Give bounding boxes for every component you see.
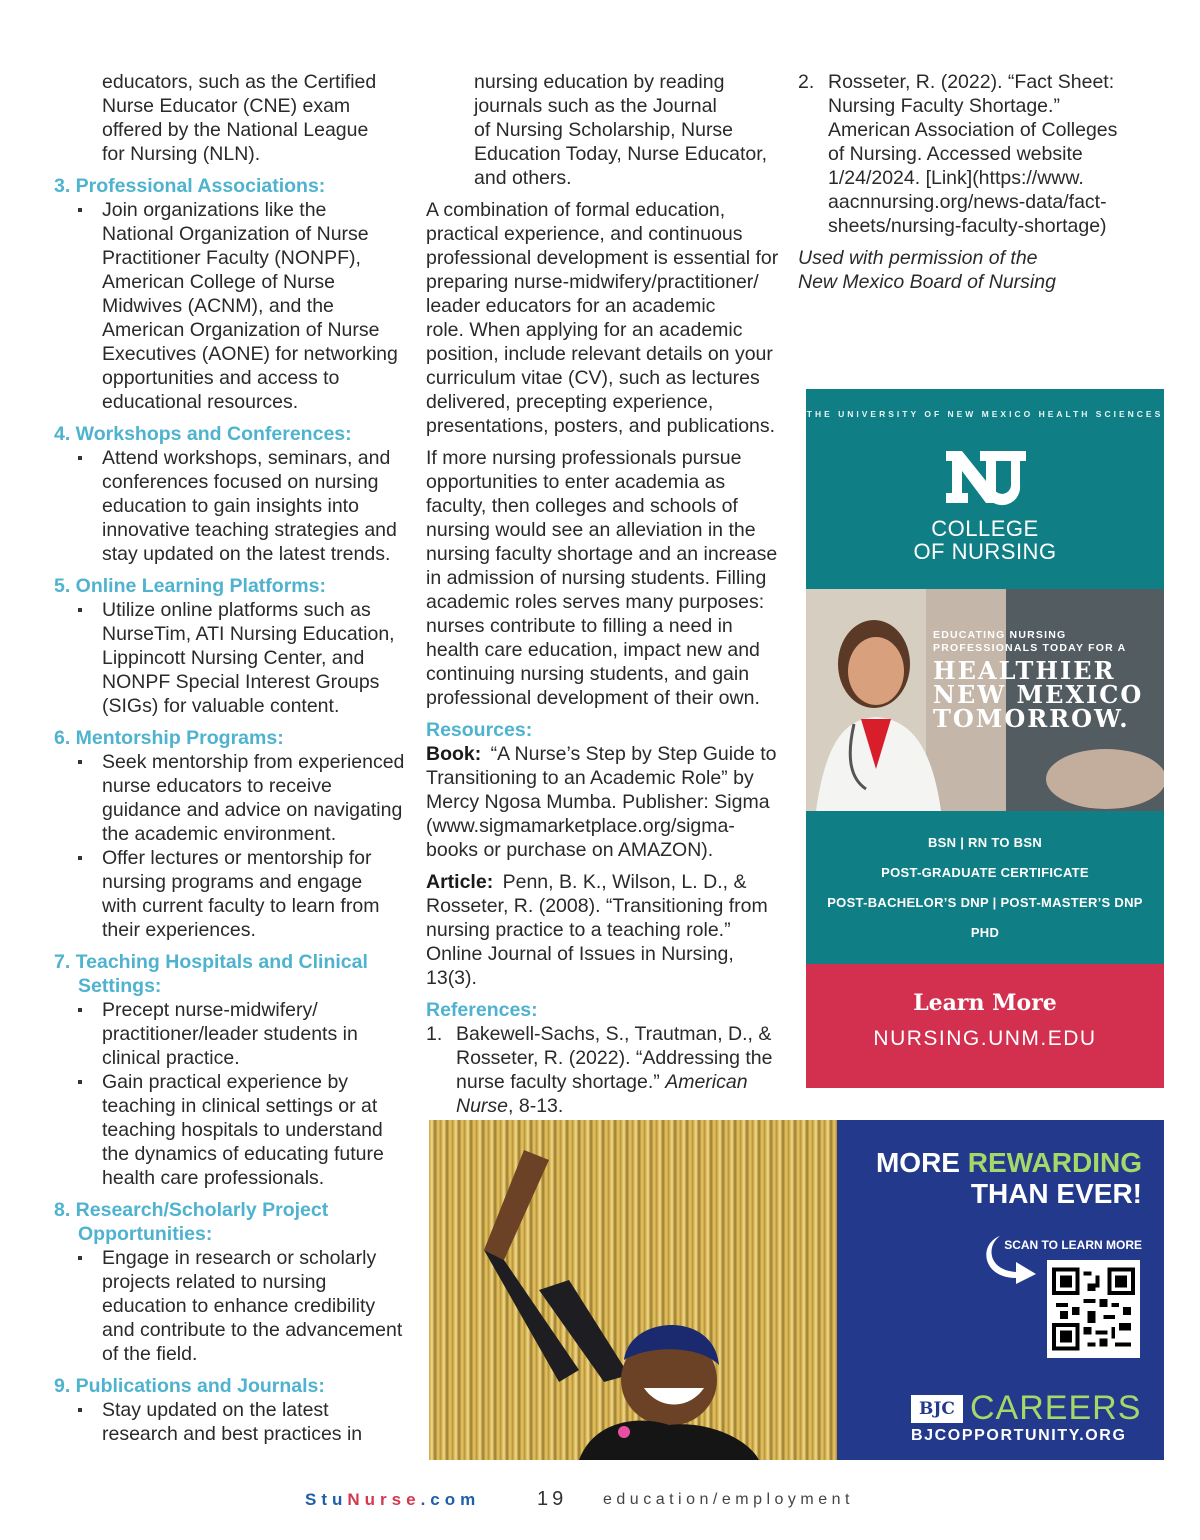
bullet-list xyxy=(54,1246,409,1366)
text-line: Online Journal of Issues in Nursing, 13(3). xyxy=(426,943,734,989)
text-line: in admission of nursing students. Filling xyxy=(426,567,767,589)
text-line: preparing nurse-midwifery/practitioner/ xyxy=(426,271,759,293)
section-heading xyxy=(54,174,409,198)
text-line: Midwives (ACNM), and the xyxy=(102,295,334,317)
learn-more-label[interactable]: Learn More xyxy=(913,990,1057,1016)
column-3 xyxy=(798,70,1138,294)
text-line: Mercy Ngosa Mumba. Publisher: Sigma xyxy=(426,791,770,813)
text-line: stay updated on the latest trends. xyxy=(102,543,391,565)
page-footer xyxy=(0,1488,1200,1512)
text-line: education to gain insights into xyxy=(102,495,359,517)
list-item xyxy=(54,998,409,1070)
section-heading xyxy=(54,574,409,598)
text-line: American College of Nurse xyxy=(102,271,336,293)
text-line: Executives (AONE) for networking xyxy=(102,343,398,365)
text-line: A combination of formal education, xyxy=(426,199,726,221)
text-line: “A Nurse’s Step by Step Guide to xyxy=(490,743,777,765)
text-line: clinical practice. xyxy=(102,1047,240,1069)
page-number: 19 xyxy=(537,1488,568,1510)
text-line: faculty, then colleges and schools of xyxy=(426,495,738,517)
text-line: Nursing Faculty Shortage.” xyxy=(828,95,1060,117)
ref1-journal-2: Nurse xyxy=(456,1095,509,1117)
tagline-line: PROFESSIONALS TODAY FOR A xyxy=(933,642,1127,654)
text-line: health care professionals. xyxy=(102,1167,325,1189)
text-line: nursing faculty shortage and an increase xyxy=(426,543,778,565)
text-line: nursing programs and engage xyxy=(102,871,363,893)
text-line: nursing education by reading xyxy=(474,71,725,93)
reference-item xyxy=(798,70,1138,238)
text-line: for Nursing (NLN). xyxy=(102,143,261,165)
unm-logo-icon xyxy=(940,447,1032,507)
text-line: Practitioner Faculty (NONPF), xyxy=(102,247,361,269)
text-line: and contribute to the advancement xyxy=(102,1319,403,1341)
qr-code-icon[interactable] xyxy=(1047,1260,1140,1358)
article-label: Article: xyxy=(426,871,494,893)
col1-lead xyxy=(54,70,409,166)
book-label: Book: xyxy=(426,743,482,765)
text-line: If more nursing professionals pursue xyxy=(426,447,742,469)
text-line: curriculum vitae (CV), such as lectures xyxy=(426,367,760,389)
heading-text: 8. Research/Scholarly Project xyxy=(54,1199,329,1221)
text-line: NONPF Special Interest Groups xyxy=(102,671,380,693)
text-line: offered by the National League xyxy=(102,119,369,141)
heading-text: 6. Mentorship Programs: xyxy=(54,727,284,749)
headline-part: MORE xyxy=(875,1147,968,1178)
programs-list xyxy=(806,811,1164,964)
text-line: Offer lectures or mentorship for xyxy=(102,847,372,869)
text-line: guidance and advice on navigating xyxy=(102,799,403,821)
text-line: Bakewell-Sachs, S., Trautman, D., & xyxy=(456,1023,772,1045)
nurse-photo xyxy=(806,589,1164,811)
references-list xyxy=(426,1022,781,1118)
text-line: Education Today, Nurse Educator, xyxy=(474,143,768,165)
text-line: Penn, B. K., Wilson, L. D., & xyxy=(502,871,747,893)
list-item xyxy=(54,1070,409,1190)
college-line: OF NURSING xyxy=(913,539,1057,564)
section-heading xyxy=(54,1198,409,1246)
text-line: journals such as the Journal xyxy=(474,95,717,117)
text-line: American Association of Colleges xyxy=(828,119,1118,141)
tagline-big xyxy=(933,656,1163,733)
text-line: Seek mentorship from experienced xyxy=(102,751,405,773)
permission-note xyxy=(798,246,1138,294)
university-name: THE UNIVERSITY OF NEW MEXICO HEALTH SCIENCES xyxy=(806,409,1164,419)
text-line: Utilize online platforms such as xyxy=(102,599,371,621)
text-line: Lippincott Nursing Center, and xyxy=(102,647,365,669)
text-line: leader educators for an academic xyxy=(426,295,716,317)
paragraph-academia xyxy=(426,446,781,710)
text-line: nursing would see an alleviation in the xyxy=(426,519,756,541)
reference-item xyxy=(426,1022,781,1118)
text-line: educators, such as the Certified xyxy=(102,71,377,93)
bjc-advertisement[interactable] xyxy=(429,1120,1164,1460)
text-line: Nurse Educator (CNE) exam xyxy=(102,95,351,117)
person-illustration xyxy=(429,1120,837,1460)
text-line: sheets/nursing-faculty-shortage) xyxy=(828,215,1107,237)
tagline-small xyxy=(933,629,1158,655)
brand-part: .com xyxy=(420,1490,481,1509)
text-line: Precept nurse-midwifery/ xyxy=(102,999,318,1021)
text-line: their experiences. xyxy=(102,919,256,941)
text-line: practitioner/leader students in xyxy=(102,1023,358,1045)
text-line: Used with permission of the xyxy=(798,247,1038,269)
celebration-photo xyxy=(429,1120,837,1460)
learn-more-cta[interactable] xyxy=(806,964,1164,1088)
text-line: position, include relevant details on your xyxy=(426,343,773,365)
college-of-nursing xyxy=(806,517,1164,563)
text-line: of Nursing Scholarship, Nurse xyxy=(474,119,734,141)
section-label: education/employment xyxy=(603,1491,854,1508)
program-item: POST-BACHELOR’S DNP | POST-MASTER’S DNP xyxy=(827,895,1143,910)
bjc-logo: BJC xyxy=(911,1395,963,1423)
text-line: education to enhance credibility xyxy=(102,1295,376,1317)
heading-text: Opportunities: xyxy=(78,1223,213,1245)
list-item xyxy=(54,1398,409,1446)
unm-advertisement[interactable] xyxy=(806,389,1164,1088)
brand-part: Stu xyxy=(305,1490,348,1509)
text-line: conferences focused on nursing xyxy=(102,471,379,493)
text-line: Rosseter, R. (2022). “Fact Sheet: xyxy=(828,71,1115,93)
text-line: professional development of their own. xyxy=(426,687,760,709)
tagline-line: NEW MEXICO xyxy=(933,680,1144,709)
unm-header xyxy=(806,389,1164,589)
bullet-list xyxy=(54,598,409,718)
text-line: NurseTim, ATI Nursing Education, xyxy=(102,623,395,645)
paragraph-combination xyxy=(426,198,781,438)
bullet-list xyxy=(54,750,409,942)
bullet-list xyxy=(54,198,409,414)
section-heading xyxy=(54,1374,409,1398)
text-line: health care education, impact new and xyxy=(426,639,760,661)
heading-text: 5. Online Learning Platforms: xyxy=(54,575,326,597)
text-line: teaching hospitals to understand xyxy=(102,1119,383,1141)
text-line: of the field. xyxy=(102,1343,198,1365)
text-line: American Organization of Nurse xyxy=(102,319,380,341)
heading-text: 9. Publications and Journals: xyxy=(54,1375,325,1397)
text-line: Join organizations like the xyxy=(102,199,327,221)
section-heading xyxy=(54,726,409,750)
text-line: New Mexico Board of Nursing xyxy=(798,271,1056,293)
book-resource xyxy=(426,742,781,862)
tagline-line: TOMORROW. xyxy=(933,704,1130,733)
program-item: BSN | RN TO BSN xyxy=(927,835,1043,850)
text-line: 1/24/2024. [Link](https://www. xyxy=(828,167,1084,189)
text-line: Gain practical experience by xyxy=(102,1071,349,1093)
resources-heading: Resources: xyxy=(426,719,533,741)
careers-wordmark: CAREERS xyxy=(970,1389,1142,1427)
list-item xyxy=(54,198,409,414)
text-line: opportunities and access to xyxy=(102,367,340,389)
list-item xyxy=(54,1246,409,1366)
list-item xyxy=(54,446,409,566)
text-line: projects related to nursing xyxy=(102,1271,327,1293)
text-line: Stay updated on the latest xyxy=(102,1399,329,1421)
text-line: teaching in clinical settings or at xyxy=(102,1095,378,1117)
text-line: nurses contribute to filling a need in xyxy=(426,615,733,637)
reference-number: 1. xyxy=(426,1023,443,1045)
text-line: Transitioning to an Academic Role” by xyxy=(426,767,754,789)
text-line: continuing nursing students, and gain xyxy=(426,663,750,685)
text-line: nursing practice to a teaching role.” xyxy=(426,919,731,941)
unm-url-link[interactable]: NURSING.UNM.EDU xyxy=(873,1027,1097,1050)
text-line: (www.sigmamarketplace.org/sigma- xyxy=(426,815,735,837)
scan-to-learn: SCAN TO LEARN MORE xyxy=(1004,1238,1142,1252)
text-line: research and best practices in xyxy=(102,1423,363,1445)
program-item: POST-GRADUATE CERTIFICATE xyxy=(881,865,1089,880)
heading-text: Settings: xyxy=(78,975,162,997)
text-line: nurse educators to receive xyxy=(102,775,332,797)
section-heading xyxy=(54,422,409,446)
text-line: educational resources. xyxy=(102,391,299,413)
text-line: aacnnursing.org/news-data/fact- xyxy=(828,191,1107,213)
brand-part: Nurse xyxy=(347,1490,421,1509)
text-line: with current faculty to learn from xyxy=(102,895,380,917)
tagline-line: HEALTHIER xyxy=(933,656,1116,685)
text-line: Engage in research or scholarly xyxy=(102,1247,377,1269)
ref1-journal: American xyxy=(665,1071,748,1093)
text-line: academic roles serves many purposes: xyxy=(426,591,765,613)
bullet-list xyxy=(54,1398,409,1446)
list-item xyxy=(54,750,409,846)
references-list-cont xyxy=(798,70,1138,238)
text-line: professional development is essential for xyxy=(426,247,779,269)
reference-number: 2. xyxy=(798,71,815,93)
headline-line-2: THAN EVER! xyxy=(970,1178,1142,1209)
text-line: delivered, precepting experience, xyxy=(426,391,714,413)
tagline-line: EDUCATING NURSING xyxy=(933,629,1067,641)
text-line: National Organization of Nurse xyxy=(102,223,369,245)
text-line: Rosseter, R. (2008). “Transitioning from xyxy=(426,895,768,917)
text-line: the academic environment. xyxy=(102,823,337,845)
bjc-url-link[interactable]: BJCOPPORTUNITY.ORG xyxy=(911,1427,1127,1444)
headline-highlight: REWARDING xyxy=(967,1147,1142,1178)
program-item: PHD xyxy=(970,925,1000,940)
text-line: the dynamics of educating future xyxy=(102,1143,384,1165)
footer-brand[interactable] xyxy=(305,1490,480,1510)
heading-text: 3. Professional Associations: xyxy=(54,175,326,197)
text-line: role. When applying for an academic xyxy=(426,319,743,341)
text-line: opportunities to enter academia as xyxy=(426,471,726,493)
text-line: and others. xyxy=(474,167,572,189)
heading-text: 4. Workshops and Conferences: xyxy=(54,423,352,445)
text-line: Attend workshops, seminars, and xyxy=(102,447,391,469)
college-line: COLLEGE xyxy=(931,516,1039,541)
bjc-headline xyxy=(876,1147,1142,1209)
section-heading xyxy=(54,950,409,998)
text-line: innovative teaching strategies and xyxy=(102,519,397,541)
text-line: practical experience, and continuous xyxy=(426,223,743,245)
bullet-list xyxy=(54,446,409,566)
ref1-pages: , 8-13. xyxy=(508,1095,564,1117)
heading-text: 7. Teaching Hospitals and Clinical xyxy=(54,951,368,973)
column-1 xyxy=(54,70,409,1446)
text-line: books or purchase on AMAZON). xyxy=(426,839,714,861)
article-resource xyxy=(426,870,781,990)
list-item xyxy=(54,846,409,942)
bullet-list xyxy=(54,998,409,1190)
ref1-text: nurse faculty shortage.” xyxy=(456,1071,660,1093)
col2-lead xyxy=(426,70,781,190)
text-line: (SIGs) for valuable content. xyxy=(102,695,340,717)
text-line: presentations, posters, and publications. xyxy=(426,415,776,437)
references-heading: References: xyxy=(426,999,538,1021)
bjc-panel xyxy=(837,1120,1164,1460)
list-item xyxy=(54,598,409,718)
text-line: of Nursing. Accessed website xyxy=(828,143,1083,165)
text-line: Rosseter, R. (2022). “Addressing the xyxy=(456,1047,773,1069)
column-2 xyxy=(426,70,781,1118)
